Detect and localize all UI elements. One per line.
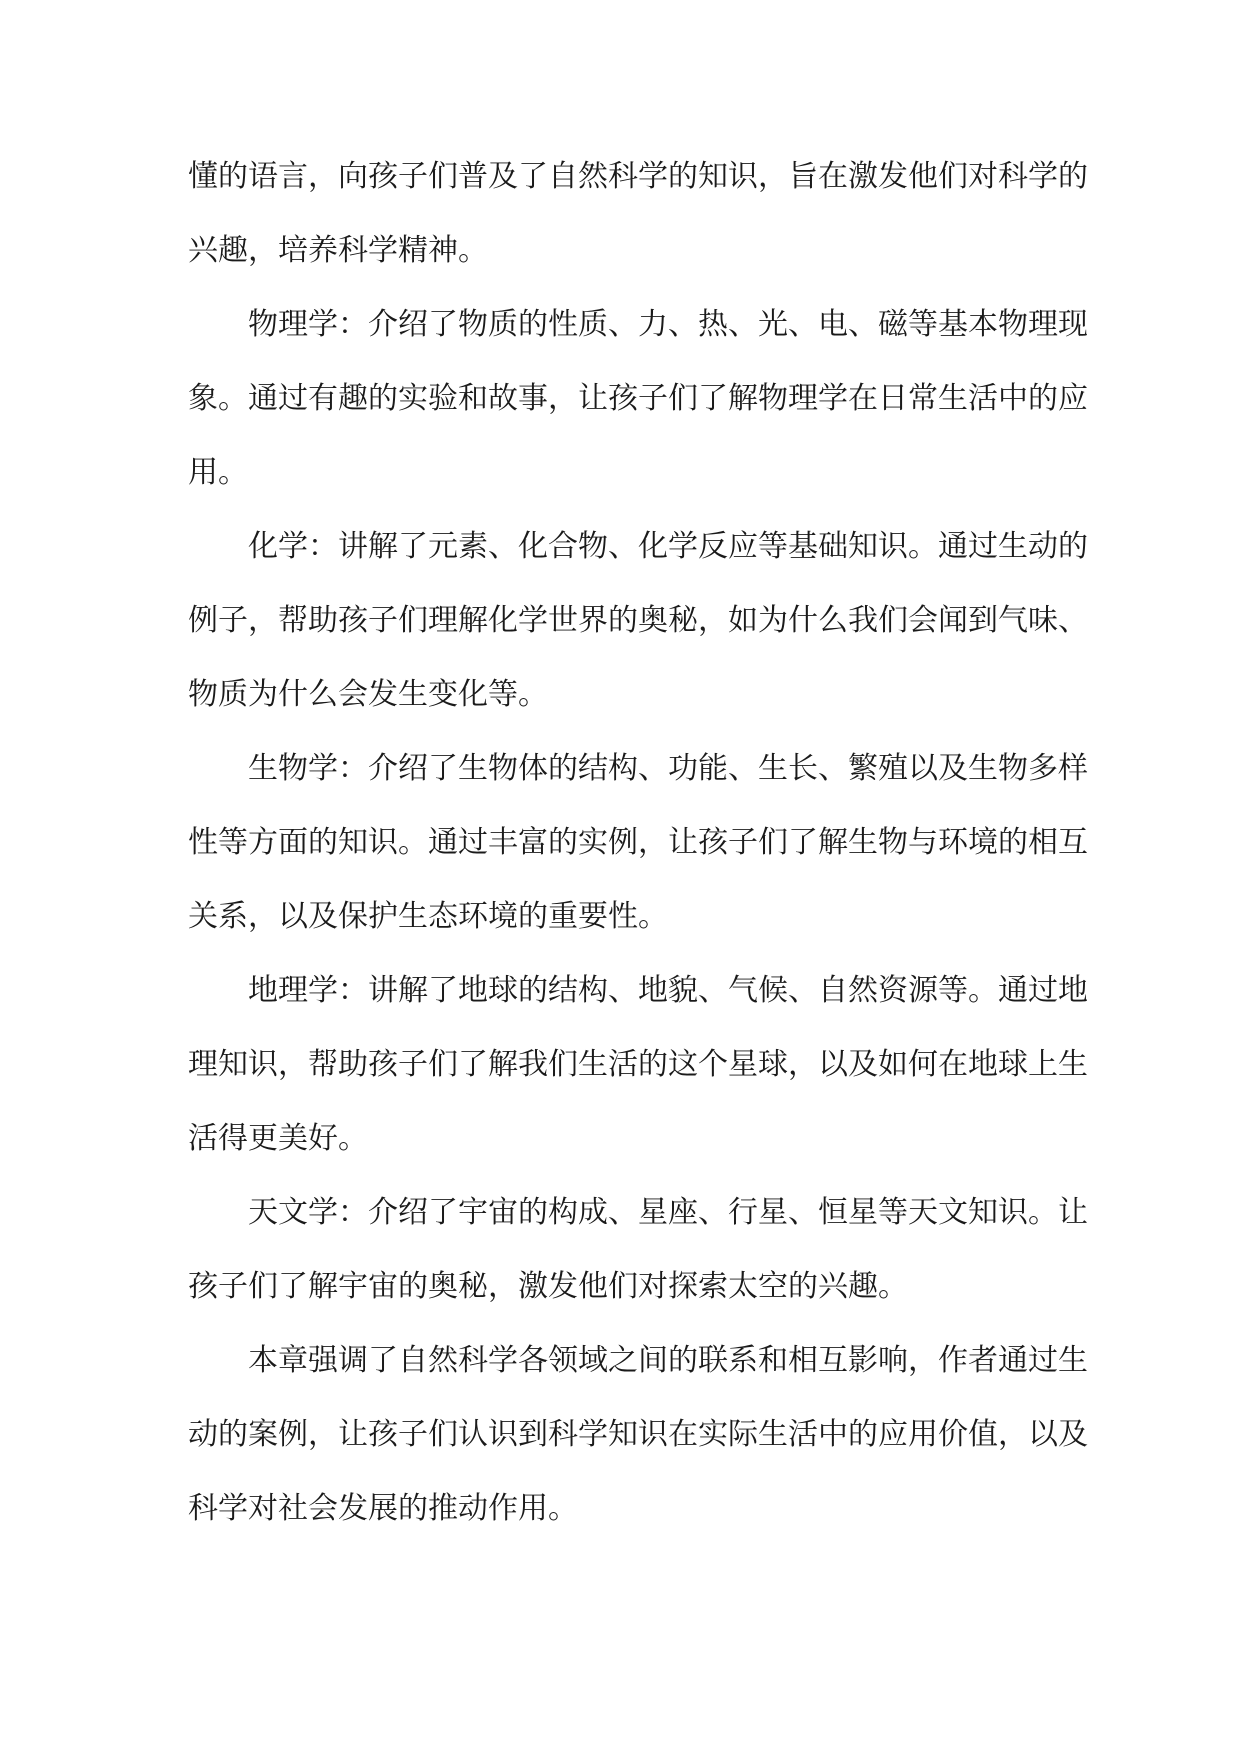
text-line: 例子，帮助孩子们理解化学世界的奥秘，如为什么我们会闻到气味、: [188, 603, 1088, 638]
text-line: 科学对社会发展的推动作用。: [188, 1491, 578, 1526]
text-line: 象。通过有趣的实验和故事，让孩子们了解物理学在日常生活中的应: [188, 381, 1088, 416]
paragraph-chemistry: [188, 510, 1088, 732]
text-line: 生物学：介绍了生物体的结构、功能、生长、繁殖以及生物多样: [248, 751, 1088, 786]
text-line: 物理学：介绍了物质的性质、力、热、光、电、磁等基本物理现: [248, 307, 1088, 342]
text-line: 动的案例，让孩子们认识到科学知识在实际生活中的应用价值，以及: [188, 1417, 1088, 1452]
text-line: 活得更美好。: [188, 1121, 368, 1156]
text-line: 兴趣，培养科学精神。: [188, 233, 488, 268]
text-line: 关系，以及保护生态环境的重要性。: [188, 899, 668, 934]
paragraph-physics: [188, 288, 1088, 510]
text-line: 本章强调了自然科学各领域之间的联系和相互影响，作者通过生: [248, 1343, 1088, 1378]
text-line: 物质为什么会发生变化等。: [188, 677, 548, 712]
text-line: 性等方面的知识。通过丰富的实例，让孩子们了解生物与环境的相互: [188, 825, 1088, 860]
text-line: 理知识，帮助孩子们了解我们生活的这个星球，以及如何在地球上生: [188, 1047, 1088, 1082]
text-line: 用。: [188, 455, 248, 490]
paragraph-geography: [188, 954, 1088, 1176]
text-line: 懂的语言，向孩子们普及了自然科学的知识，旨在激发他们对科学的: [188, 159, 1088, 194]
paragraph-intro-continuation: [188, 140, 1088, 288]
text-line: 地理学：讲解了地球的结构、地貌、气候、自然资源等。通过地: [248, 973, 1088, 1008]
paragraph-biology: [188, 732, 1088, 954]
paragraph-astronomy: [188, 1176, 1088, 1324]
paragraph-chapter-summary: [188, 1324, 1088, 1546]
text-line: 化学：讲解了元素、化合物、化学反应等基础知识。通过生动的: [248, 529, 1088, 564]
document-body: [188, 140, 1088, 1546]
text-line: 天文学：介绍了宇宙的构成、星座、行星、恒星等天文知识。让: [248, 1195, 1088, 1230]
text-line: 孩子们了解宇宙的奥秘，激发他们对探索太空的兴趣。: [188, 1269, 908, 1304]
